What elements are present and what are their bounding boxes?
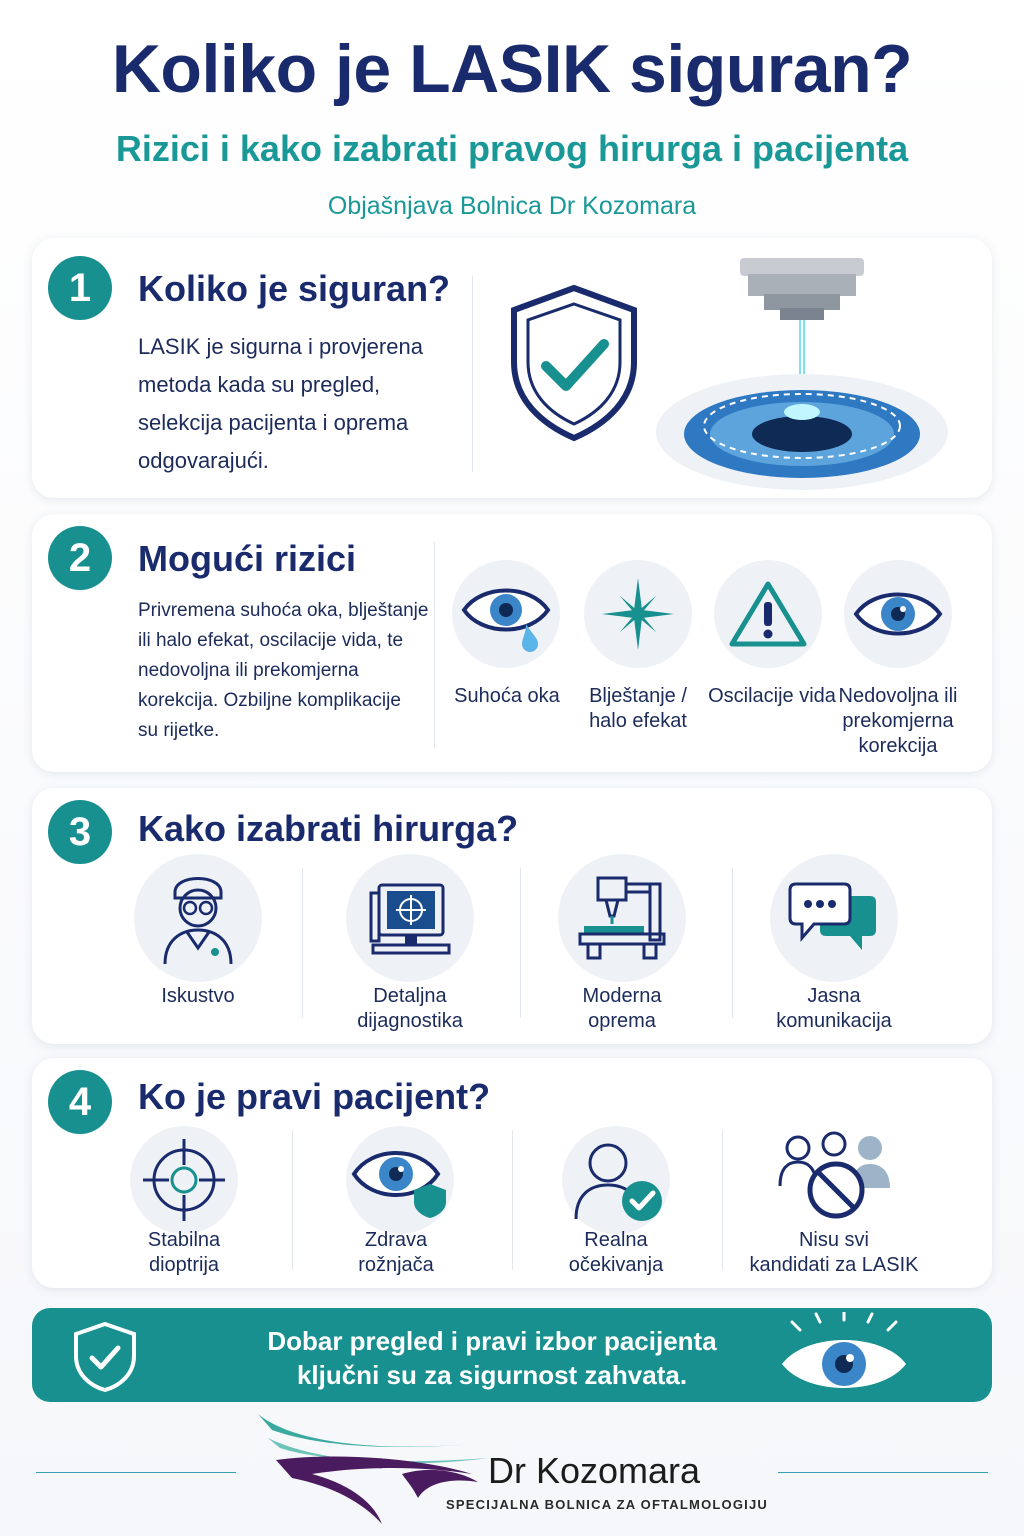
surgeon-label: Iskustvo (161, 985, 235, 1007)
divider (520, 868, 521, 1018)
section-4-title: Ko je pravi pacijent? (138, 1076, 491, 1117)
logo-subtitle: SPECIJALNA BOLNICA ZA OFTALMOLOGIJU (446, 1497, 768, 1512)
dry-eye-icon (460, 574, 552, 654)
equipment-item (558, 854, 686, 982)
surgeon-item (134, 854, 262, 982)
person-check-icon (566, 1135, 666, 1225)
divider (732, 868, 733, 1018)
risk-item-correction (844, 560, 952, 668)
section-1-text: LASIK je sigurna i provjerena metoda kada su pregled, selekcija pacijenta i oprema odgovarajući. (138, 334, 423, 473)
healthy-cornea-label: Zdrava rožnjača (358, 1229, 434, 1276)
target-icon (139, 1135, 229, 1225)
risk-item-label: Nedovoljna ili prekomjerna korekcija (838, 685, 958, 757)
communication-label: Jasna komunikacija (776, 985, 892, 1032)
divider (434, 542, 435, 748)
surgeon-icon (153, 868, 243, 968)
key-message-banner (32, 1308, 992, 1402)
divider (302, 868, 303, 1018)
section-3-title: Kako izabrati hirurga? (138, 808, 519, 849)
realistic-expectations-item (562, 1126, 670, 1234)
people-no-icon (776, 1128, 894, 1224)
section-2-text: Privremena suhoća oka, blještanje ili halo efekat, oscilacije vida, te nedovoljna ili prekomjerna korekcija. Ozbiljne komplikacije su rijetke. (138, 600, 429, 741)
communication-item (770, 854, 898, 982)
footer-divider-left (36, 1472, 236, 1473)
risk-item-label: Suhoća oka (454, 685, 560, 707)
banner-text: Dobar pregled i pravi izbor pacijenta ključni su za sigurnost zahvata. (267, 1326, 717, 1390)
eye-shield-icon (350, 1140, 450, 1220)
laser-equipment-icon (574, 870, 670, 966)
equipment-label: Moderna oprema (582, 985, 662, 1032)
divider (512, 1130, 513, 1270)
shield-check-icon (506, 282, 642, 444)
section-2-number: 2 (48, 526, 112, 590)
section-1-card (32, 238, 992, 498)
section-2-title: Mogući rizici (138, 538, 357, 579)
section-3-number: 3 (48, 800, 112, 864)
not-all-candidates-label: Nisu svi kandidati za LASIK (749, 1229, 919, 1276)
section-1-title: Koliko je siguran? (138, 268, 451, 309)
shield-check-icon (72, 1320, 138, 1392)
footer-divider-right (778, 1472, 988, 1473)
section-4-card (32, 1058, 992, 1288)
divider (722, 1130, 723, 1270)
chat-bubbles-icon (786, 878, 882, 958)
page-subtitle: Rizici i kako izabrati pravog hirurga i pacijenta (115, 128, 909, 169)
stable-diopter-label: Stabilna dioptrija (147, 1229, 221, 1276)
divider (292, 1130, 293, 1270)
healthy-cornea-item (346, 1126, 454, 1234)
diagnostics-label: Detaljna dijagnostika (357, 985, 463, 1032)
section-2-card (32, 514, 992, 772)
warning-icon (728, 578, 808, 650)
section-1-number: 1 (48, 256, 112, 320)
risk-item-dry-eye (452, 560, 560, 668)
realistic-expectations-label: Realna očekivanja (568, 1229, 664, 1276)
diagnostics-item (346, 854, 474, 982)
section-3-card (32, 788, 992, 1044)
page-title: Koliko je LASIK siguran? (111, 31, 913, 107)
eye-icon (852, 584, 944, 644)
stable-diopter-item (130, 1126, 238, 1234)
risk-item-warning (714, 560, 822, 668)
divider (472, 276, 473, 472)
eye-icon (776, 1312, 912, 1398)
laser-eye-illustration (648, 252, 948, 492)
logo-name: Dr Kozomara (488, 1450, 701, 1491)
diagnostic-monitor-icon (365, 873, 455, 963)
page-byline: Objašnjava Bolnica Dr Kozomara (327, 192, 697, 220)
risk-item-label: Oscilacije vida (708, 685, 836, 707)
glare-star-icon (598, 574, 678, 654)
risk-item-label: Blještanje / halo efekat (589, 685, 687, 732)
section-4-number: 4 (48, 1070, 112, 1134)
risk-item-glare (584, 560, 692, 668)
